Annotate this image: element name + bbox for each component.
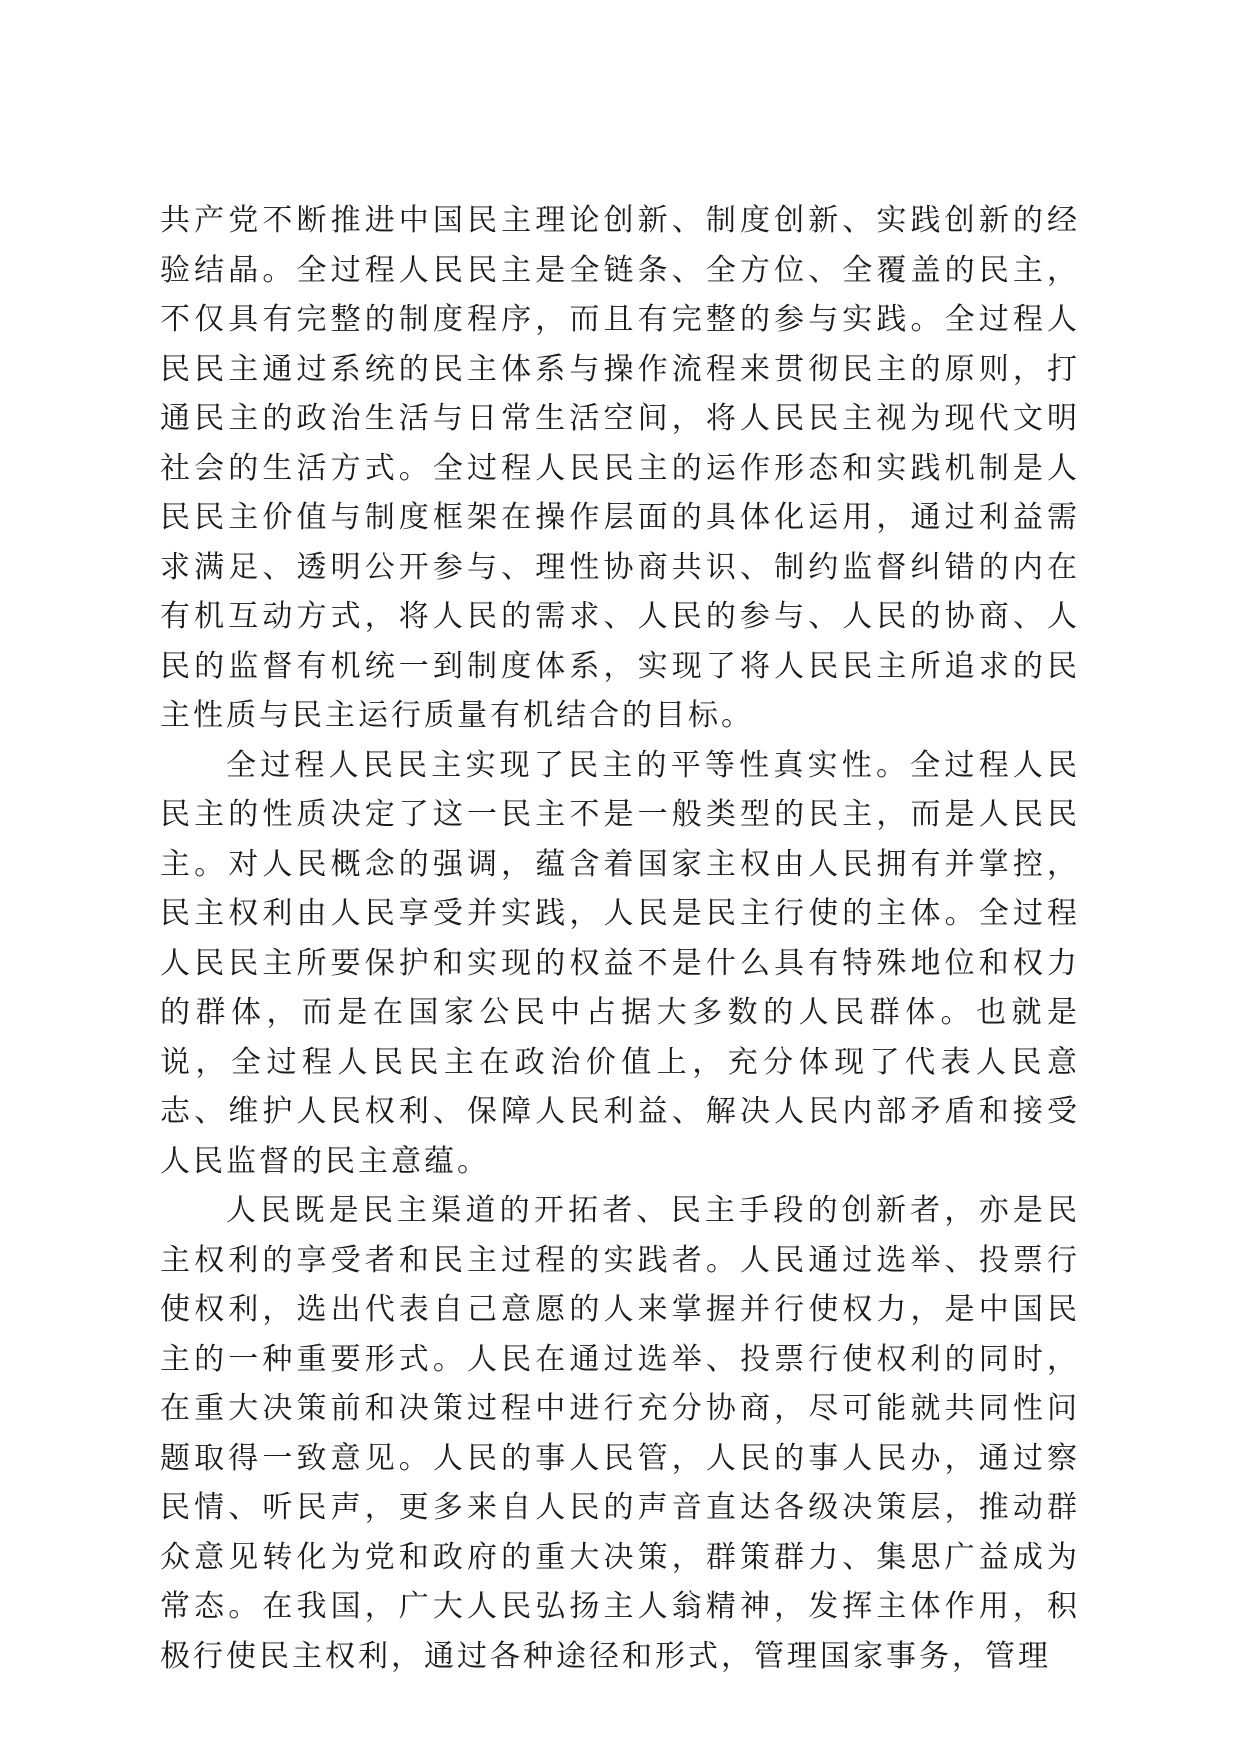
paragraph-2: 全过程人民民主实现了民主的平等性真实性。全过程人民民主的性质决定了这一民主不是一般类型的民主，而是人民民主。对人民概念的强调，蕴含着国家主权由人民拥有并掌控，民主权利由人民享受并实践，人民是民主行使的主体。全过程人民民主所要保护和实现的权益不是什么具有特殊地位和权力的群体，而是在国家公民中占据大多数的人民群体。也就是说，全过程人民民主在政治价值上，充分体现了代表人民意志、维护人民权利、保障人民利益、解决人民内部矛盾和接受人民监督的民主意蕴。 — [160, 747, 1080, 1179]
document-body — [160, 196, 1080, 1681]
paragraph-3: 人民既是民主渠道的开拓者、民主手段的创新者，亦是民主权利的享受者和民主过程的实践者。人民通过选举、投票行使权利，选出代表自己意愿的人来掌握并行使权力，是中国民主的一种重要形式。人民在通过选举、投票行使权利的同时，在重大决策前和决策过程中进行充分协商，尽可能就共同性问题取得一致意见。人民的事人民管，人民的事人民办，通过察民情、听民声，更多来自人民的声音直达各级决策层，推动群众意见转化为党和政府的重大决策，群策群力、集思广益成为常态。在我国，广大人民弘扬主人翁精神，发挥主体作用，积极行使民主权利，通过各种途径和形式，管理国家事务，管理 — [160, 1193, 1080, 1674]
paragraph-1: 共产党不断推进中国民主理论创新、制度创新、实践创新的经验结晶。全过程人民民主是全链条、全方位、全覆盖的民主，不仅具有完整的制度程序，而且有完整的参与实践。全过程人民民主通过系统的民主体系与操作流程来贯彻民主的原则，打通民主的政治生活与日常生活空间，将人民民主视为现代文明社会的生活方式。全过程人民民主的运作形态和实践机制是人民民主价值与制度框架在操作层面的具体化运用，通过利益需求满足、透明公开参与、理性协商共识、制约监督纠错的内在有机互动方式，将人民的需求、人民的参与、人民的协商、人民的监督有机统一到制度体系，实现了将人民民主所追求的民主性质与民主运行质量有机结合的目标。 — [160, 203, 1080, 733]
